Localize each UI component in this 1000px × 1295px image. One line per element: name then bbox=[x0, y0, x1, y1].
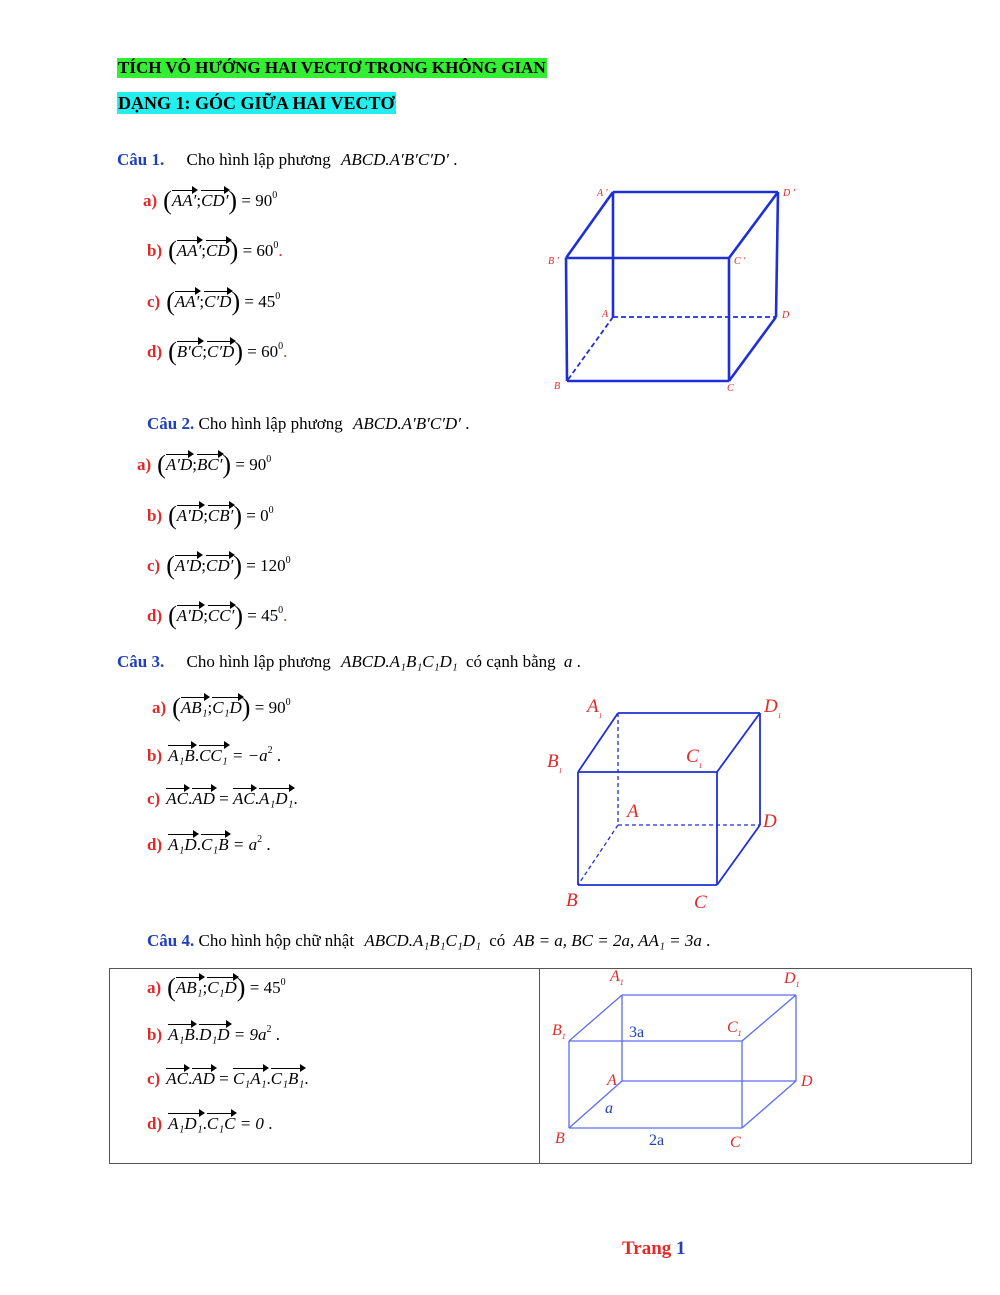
q1-item-d: d) (B′C;C′D) = $60^0$. bbox=[147, 337, 288, 366]
vertex-label: C ' bbox=[734, 256, 746, 267]
vertex-label: C bbox=[686, 746, 699, 767]
q2-item-c: c) (A′D;CD′) = $120^0$ bbox=[147, 551, 291, 580]
question-text: Cho hình lập phương bbox=[186, 150, 331, 169]
degree: 0 bbox=[273, 240, 279, 251]
question-2-header: Câu 2. Cho hình lập phương ABCD.A′B′C′D′ . bbox=[147, 414, 470, 433]
question-tail: có cạnh bằng bbox=[465, 652, 556, 671]
rhs: = −a bbox=[231, 746, 268, 765]
rhs: = a bbox=[232, 835, 258, 854]
vector: AC bbox=[166, 789, 188, 808]
rhs: = 9a bbox=[233, 1025, 267, 1044]
vector: CD′ bbox=[201, 191, 229, 210]
vertex-label: A bbox=[607, 1072, 617, 1089]
q3-item-c: c) AC.AD = AC.A₁D₁. bbox=[147, 789, 298, 808]
edge-length-label: 2a bbox=[649, 1132, 665, 1149]
item-label: d) bbox=[147, 342, 163, 361]
vertex-label: C bbox=[727, 383, 734, 394]
vector: B′C bbox=[176, 342, 203, 361]
item-label: a) bbox=[143, 191, 158, 210]
vertex-sub: 1 bbox=[619, 978, 624, 987]
degree: 0 bbox=[285, 555, 291, 566]
q1-item-b: b) (AA′;CD) = $60^0$. bbox=[147, 236, 283, 265]
item-label: c) bbox=[147, 556, 161, 575]
question-text: Cho hình lập phương bbox=[198, 414, 343, 433]
vector: C₁C bbox=[206, 1114, 236, 1133]
vector: A′D bbox=[165, 455, 193, 474]
table-divider bbox=[539, 968, 540, 1163]
question-text: Cho hình lập phương bbox=[186, 652, 331, 671]
vector: A′D bbox=[176, 506, 204, 525]
vector: CC₁ bbox=[199, 746, 228, 765]
end-mark: . bbox=[283, 342, 288, 361]
vector: AA′ bbox=[174, 292, 200, 311]
svg-text:A1 bbox=[609, 968, 624, 987]
vertex-label: A bbox=[587, 696, 599, 717]
degree: 0 bbox=[278, 605, 284, 616]
value: 45 bbox=[261, 606, 279, 625]
svg-text:D1 bbox=[783, 970, 800, 989]
q4-item-b: b) $A_1B.D_1D = 9a^2$ . bbox=[147, 1024, 281, 1044]
q3-item-a: a) (AB₁;C₁D) = $90^0$ bbox=[152, 693, 291, 722]
vector: C₁A₁ bbox=[232, 1069, 267, 1088]
question-label: Câu 3. bbox=[117, 652, 165, 671]
vector: BC′ bbox=[196, 455, 223, 474]
q1-item-c: c) (AA′;C′D) = $45^0$ bbox=[147, 287, 281, 316]
vector: CC′ bbox=[207, 606, 235, 625]
vector: AB₁ bbox=[175, 978, 203, 997]
vertex-sub: 1 bbox=[561, 1032, 566, 1041]
vertex-sub: 1 bbox=[795, 980, 800, 989]
value: 60 bbox=[256, 241, 274, 260]
end-mark: . bbox=[266, 835, 271, 854]
item-label: d) bbox=[147, 606, 163, 625]
vector: C′D bbox=[204, 292, 232, 311]
end-mark: . bbox=[293, 789, 298, 808]
item-label: c) bbox=[147, 292, 161, 311]
item-label: a) bbox=[147, 978, 162, 997]
vector: AD bbox=[192, 1069, 215, 1088]
degree: 0 bbox=[268, 505, 274, 516]
degree: 0 bbox=[266, 454, 272, 465]
vector: AD bbox=[192, 789, 215, 808]
value: 0 bbox=[260, 506, 269, 525]
edge-variable: a bbox=[563, 652, 573, 671]
end-mark: . bbox=[278, 241, 283, 260]
vertex-label: C bbox=[727, 1019, 738, 1036]
svg-text:B1 bbox=[547, 751, 562, 775]
vector: AC bbox=[166, 1069, 188, 1088]
svg-text:C1 bbox=[686, 746, 702, 770]
vertex-label: D ' bbox=[783, 188, 795, 199]
exponent: 2 bbox=[267, 745, 273, 756]
q2-item-a: a) (A′D;BC′) = $90^0$ bbox=[137, 450, 272, 479]
vertex-label: A ' bbox=[597, 188, 608, 199]
exponent: 2 bbox=[266, 1024, 272, 1035]
vector: A₁B bbox=[168, 746, 195, 765]
item-label: b) bbox=[147, 1025, 163, 1044]
vertex-label: A bbox=[610, 968, 620, 985]
vertex-label: B bbox=[554, 381, 561, 392]
shape-name: ABCD.A′B′C′D′ bbox=[353, 414, 461, 433]
item-label: b) bbox=[147, 506, 163, 525]
vertex-sub: 1 bbox=[777, 712, 782, 720]
vector: D₁D bbox=[199, 1025, 230, 1044]
shape-name: ABCD.A₁B₁C₁D₁ bbox=[341, 652, 458, 671]
vertex-label: B bbox=[566, 890, 578, 911]
value: 45 bbox=[263, 978, 281, 997]
vertex-label: B ' bbox=[548, 256, 559, 267]
vertex-label: A bbox=[627, 801, 639, 822]
vector: A₁B bbox=[168, 1025, 195, 1044]
value: 45 bbox=[258, 292, 276, 311]
vertex-label: A bbox=[602, 309, 609, 320]
page-number bbox=[622, 1238, 686, 1260]
vector: C₁B₁ bbox=[270, 1069, 305, 1088]
edge-length-label: a bbox=[605, 1100, 613, 1117]
value: 90 bbox=[249, 455, 267, 474]
end-mark: . bbox=[268, 1114, 273, 1133]
item-label: d) bbox=[147, 1114, 163, 1133]
vector: A₁D bbox=[168, 835, 197, 854]
q1-item-a: a) (AA′;CD′) = $90^0$ bbox=[143, 186, 278, 215]
vertex-label: C bbox=[694, 892, 707, 913]
vertex-sub: 1 bbox=[558, 767, 563, 775]
value: 90 bbox=[268, 698, 286, 717]
vector: A′D bbox=[176, 606, 204, 625]
vertex-label: B bbox=[555, 1130, 565, 1147]
question-3-header: Câu 3. Cho hình lập phương ABCD.A₁B₁C₁D₁ có cạnh bằng a . bbox=[117, 652, 581, 671]
vector: CD bbox=[206, 241, 230, 260]
vertex-label: D bbox=[801, 1073, 813, 1090]
q2-item-d: d) (A′D;CC′) = $45^0$. bbox=[147, 601, 288, 630]
question-mid: có bbox=[489, 931, 506, 950]
vertex-label: D bbox=[784, 970, 796, 987]
degree: 0 bbox=[285, 697, 291, 708]
section-heading: DẠNG 1: GÓC GIỮA HAI VECTƠ bbox=[118, 93, 395, 113]
item-label: b) bbox=[147, 241, 163, 260]
edge-length-label: 3a bbox=[629, 1024, 645, 1041]
item-label: a) bbox=[137, 455, 152, 474]
vector: CB′ bbox=[207, 506, 234, 525]
vertex-label: D bbox=[782, 310, 790, 321]
q2-item-b: b) (A′D;CB′) = $0^0$ bbox=[147, 501, 274, 530]
vector: AA′ bbox=[171, 191, 197, 210]
end-mark: . bbox=[276, 746, 282, 765]
question-text: Cho hình hộp chữ nhật bbox=[198, 931, 355, 950]
vector: C₁D bbox=[207, 978, 237, 997]
q3-item-d: d) $A_1D.C_1B = a^2$ . bbox=[147, 834, 271, 854]
value: 60 bbox=[261, 342, 279, 361]
shape-name: ABCD.A₁B₁C₁D₁ bbox=[364, 931, 481, 950]
end-mark: . bbox=[304, 1069, 309, 1088]
cube-figure-1 bbox=[540, 180, 810, 395]
vector: AB₁ bbox=[180, 698, 208, 717]
item-label: c) bbox=[147, 789, 161, 808]
item-label: a) bbox=[152, 698, 167, 717]
rhs: = 0 bbox=[239, 1114, 264, 1133]
question-label: Câu 2. bbox=[147, 414, 195, 433]
condition: AB = a, BC = 2a, AA₁ = 3a bbox=[513, 931, 702, 950]
vertex-sub: 1 bbox=[698, 762, 703, 770]
box-figure-3 bbox=[545, 965, 825, 1155]
svg-text:A1 bbox=[585, 696, 602, 720]
item-label: b) bbox=[147, 746, 163, 765]
degree: 0 bbox=[280, 977, 286, 988]
question-label: Câu 1. bbox=[117, 150, 165, 169]
vertex-sub: 1 bbox=[737, 1029, 742, 1038]
vertex-label: B bbox=[552, 1022, 562, 1039]
vector: AA′ bbox=[176, 241, 202, 260]
exponent: 2 bbox=[257, 834, 263, 845]
vertex-label: D bbox=[764, 696, 778, 717]
vector: A₁D₁ bbox=[258, 789, 294, 808]
question-label: Câu 4. bbox=[147, 931, 195, 950]
value: 120 bbox=[260, 556, 286, 575]
svg-text:C1 bbox=[727, 1019, 742, 1038]
question-4-header: Câu 4. Cho hình hộp chữ nhật ABCD.A₁B₁C₁D₁ có AB = a, BC = 2a, AA₁ = 3a . bbox=[147, 931, 711, 950]
vector: CD′ bbox=[206, 556, 234, 575]
vertex-label: D bbox=[763, 811, 777, 832]
degree: 0 bbox=[278, 341, 284, 352]
question-1-header: Câu 1. Cho hình lập phương ABCD.A′B′C′D′ . bbox=[117, 150, 458, 169]
item-label: c) bbox=[147, 1069, 161, 1088]
vector: AC bbox=[232, 789, 255, 808]
value: 90 bbox=[255, 191, 273, 210]
end-mark: . bbox=[275, 1025, 281, 1044]
vertex-sub: 1 bbox=[598, 712, 603, 720]
page-num: 1 bbox=[676, 1238, 686, 1259]
vector: C′D bbox=[206, 342, 235, 361]
q4-item-d: d) A₁D₁.C₁C = 0 . bbox=[147, 1114, 273, 1133]
vertex-label: B bbox=[547, 751, 559, 772]
vector: C₁D bbox=[212, 698, 242, 717]
end-mark: . bbox=[283, 606, 288, 625]
item-label: d) bbox=[147, 835, 163, 854]
page-word: Trang bbox=[622, 1238, 672, 1259]
q3-item-b: b) $A_1B.CC_1 = -a^2$ . bbox=[147, 745, 282, 765]
vector: C₁B bbox=[200, 835, 229, 854]
vector: A₁D₁ bbox=[168, 1114, 203, 1133]
degree: 0 bbox=[275, 291, 281, 302]
document-title: TÍCH VÔ HƯỚNG HAI VECTƠ TRONG KHÔNG GIAN bbox=[118, 58, 546, 77]
q4-item-c: c) AC.AD = C₁A₁.C₁B₁. bbox=[147, 1069, 309, 1088]
cube-figure-2 bbox=[540, 690, 810, 915]
vertex-label: C bbox=[730, 1134, 741, 1151]
degree: 0 bbox=[272, 190, 278, 201]
q4-item-a: a) (AB₁;C₁D) = $45^0$ bbox=[147, 973, 286, 1002]
svg-text:B1 bbox=[552, 1022, 566, 1041]
svg-text:D1 bbox=[763, 696, 781, 720]
vector: A′D bbox=[174, 556, 202, 575]
shape-name: ABCD.A′B′C′D′ bbox=[341, 150, 449, 169]
